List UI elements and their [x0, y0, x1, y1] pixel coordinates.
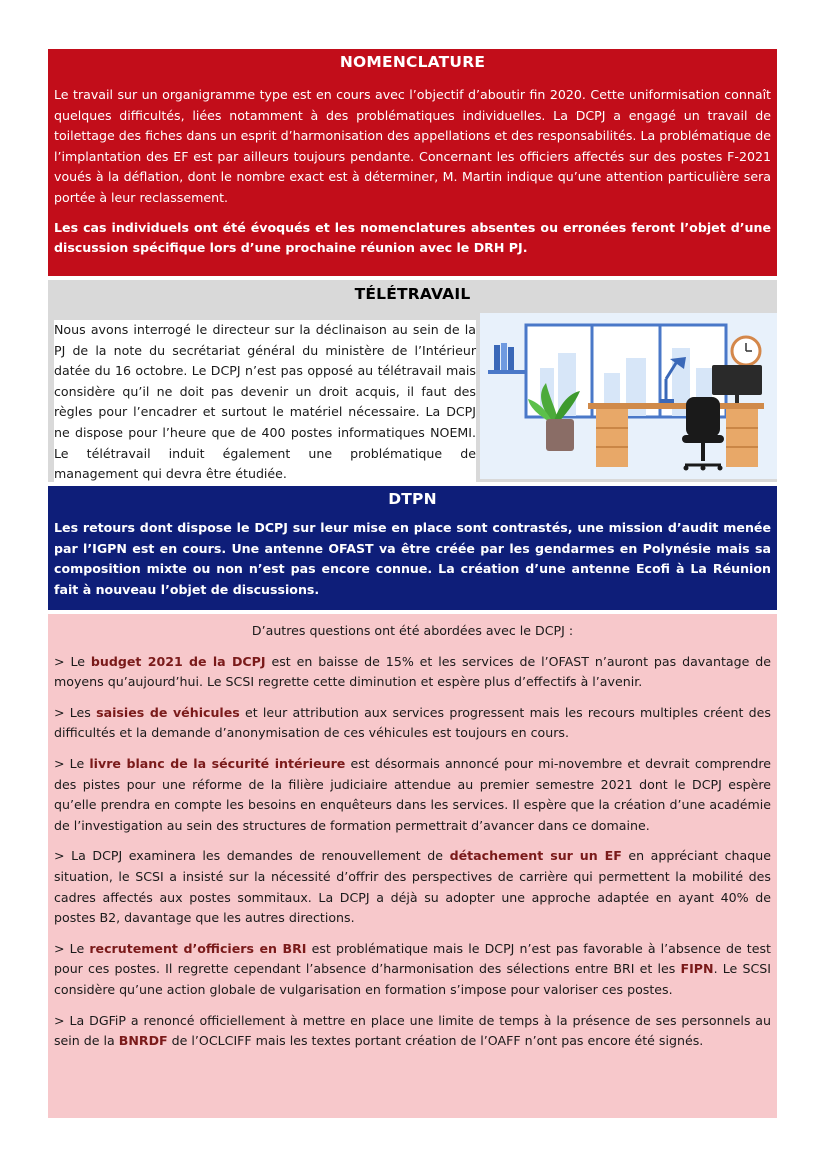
- item-text: > La DGFiP a renoncé officiellement à mettre en place une limite de temps à la présence de ses personnels au sein de la: [54, 1012, 771, 1049]
- autres-intro: D’autres questions ont été abordées avec le DCPJ :: [251, 623, 574, 638]
- item-text: > Les: [54, 704, 97, 720]
- list-item: [54, 1011, 771, 1052]
- item-highlight: budget 2021 de la DCPJ: [90, 653, 266, 669]
- nomenclature-paragraph: Le travail sur un organigramme type est en cours avec l’objectif d’aboutir fin 2020. Cette uniformisation connaît quelques difficultés, liées notamment à des problématiques individuelles. La DCPJ a engagé un travail de toilettage des fiches dans un esprit d’harmonisation des appellations et des responsabilités. La problématique de l’implantation des EF est par ailleurs toujours pendante. Concernant les officiers affectés sur des postes F-2021 voués à la déflation, dont le nombre exact est à déterminer, M. Martin indique qu’une attention particulière sera portée à leur reclassement.: [54, 87, 771, 205]
- section-title-nomenclature: NOMENCLATURE: [339, 53, 486, 71]
- item-highlight: livre blanc de la sécurité intérieure: [89, 755, 346, 771]
- item-text: en appréciant chaque situation, le SCSI a insisté sur la nécessité d’offrir des perspectives de carrière qui permettent la mobilité des cadres affectés aux postes sommitaux. La DCPJ a déjà su adopter une approche adaptée en ayant 40% de postes B2, davantage que les autres directions.: [54, 848, 771, 926]
- list-item: [54, 703, 771, 744]
- list-item: [54, 939, 771, 1001]
- item-text: > Le: [54, 653, 91, 669]
- item-text: est en baisse de 15% et les services de l’OFAST n’auront pas davantage de moyens qu’aujourd’hui. Le SCSI regrette cette diminution et espère plus d’effectifs à l’avenir.: [54, 653, 771, 690]
- office-illustration-svg: [480, 313, 777, 479]
- item-text: est problématique mais le DCPJ n’est pas favorable à l’absence de test pour ces postes. Il regrette cependant l’absence d’harmonisation des sélections entre BRI et les: [54, 940, 771, 977]
- item-highlight: BNRDF: [118, 1033, 168, 1049]
- office-desk-illustration: [480, 313, 777, 479]
- item-text: > La DCPJ examinera les demandes de renouvellement de: [54, 848, 450, 864]
- dtpn-paragraph: Les retours dont dispose le DCPJ sur leur mise en place sont contrastés, une mission d’audit menée par l’IGPN est en cours. Une antenne OFAST va être créée par les gendarmes en Polynésie mais sa composition mixte ou non n’est pas encore connue. La création d’une antenne Ecofi à La Réunion fait à nouveau l’objet de discussions.: [54, 520, 771, 597]
- item-highlight: recrutement d’officiers en BRI: [89, 940, 307, 956]
- item-highlight: détachement sur un EF: [449, 848, 622, 864]
- item-text: . Le SCSI considère qu’une action globale de vulgarisation en formation s’impose pour valoriser ces postes.: [54, 961, 771, 997]
- teletravail-paragraph: Nous avons interrogé le directeur sur la déclinaison au sein de la PJ de la note du secrétariat général du ministère de l’Intérieur datée du 16 octobre. Le DCPJ n’est pas opposé au télétravail mais considère qu’il ne doit pas devenir un droit acquis, il faut des règles pour l’encadrer et surtout le matériel nécessaire. La DCPJ ne dispose pour l’heure que de 400 postes informatiques NOEMI. Le télétravail induit également une problématique de management qui devra être étudiée.: [54, 320, 476, 485]
- list-item: [54, 652, 771, 693]
- teletravail-section: [48, 280, 777, 482]
- section-title-dtpn: DTPN: [388, 490, 437, 508]
- document-page: [48, 49, 777, 1118]
- item-highlight: FIPN: [680, 961, 714, 977]
- item-text: > Le: [54, 755, 90, 771]
- item-text: est désormais annoncé pour mi-novembre et devrait comprendre des pistes pour une réforme de la filière judiciaire attendue au premier semestre 2021 dont le DCPJ espère qu’elle prendra en compte les besoins en enquêteurs dans les services. Il espère que la création d’une académie de l’investigation au sein des structures de formation permettrait d’avancer dans ce domaine.: [54, 755, 771, 833]
- autres-questions-section: [48, 614, 777, 1118]
- item-text: et leur attribution aux services progressent mais les recours multiples créent des difficultés et la demande d’anonymisation de ces véhicules est toujours en cours.: [54, 704, 771, 741]
- section-title-teletravail: TÉLÉTRAVAIL: [354, 285, 471, 303]
- dtpn-section: [48, 486, 777, 610]
- list-item: [54, 754, 771, 836]
- item-highlight: saisies de véhicules: [96, 704, 240, 720]
- nomenclature-conclusion: Les cas individuels ont été évoqués et les nomenclatures absentes ou erronées feront l’objet d’une discussion spécifique lors d’une prochaine réunion avec le DRH PJ.: [54, 219, 771, 256]
- item-text: de l’OCLCIFF mais les textes portant création de l’OAFF n’ont pas encore été signés.: [167, 1033, 704, 1049]
- list-item: [54, 846, 771, 928]
- nomenclature-section: [48, 49, 777, 276]
- item-text: > Le: [54, 940, 90, 956]
